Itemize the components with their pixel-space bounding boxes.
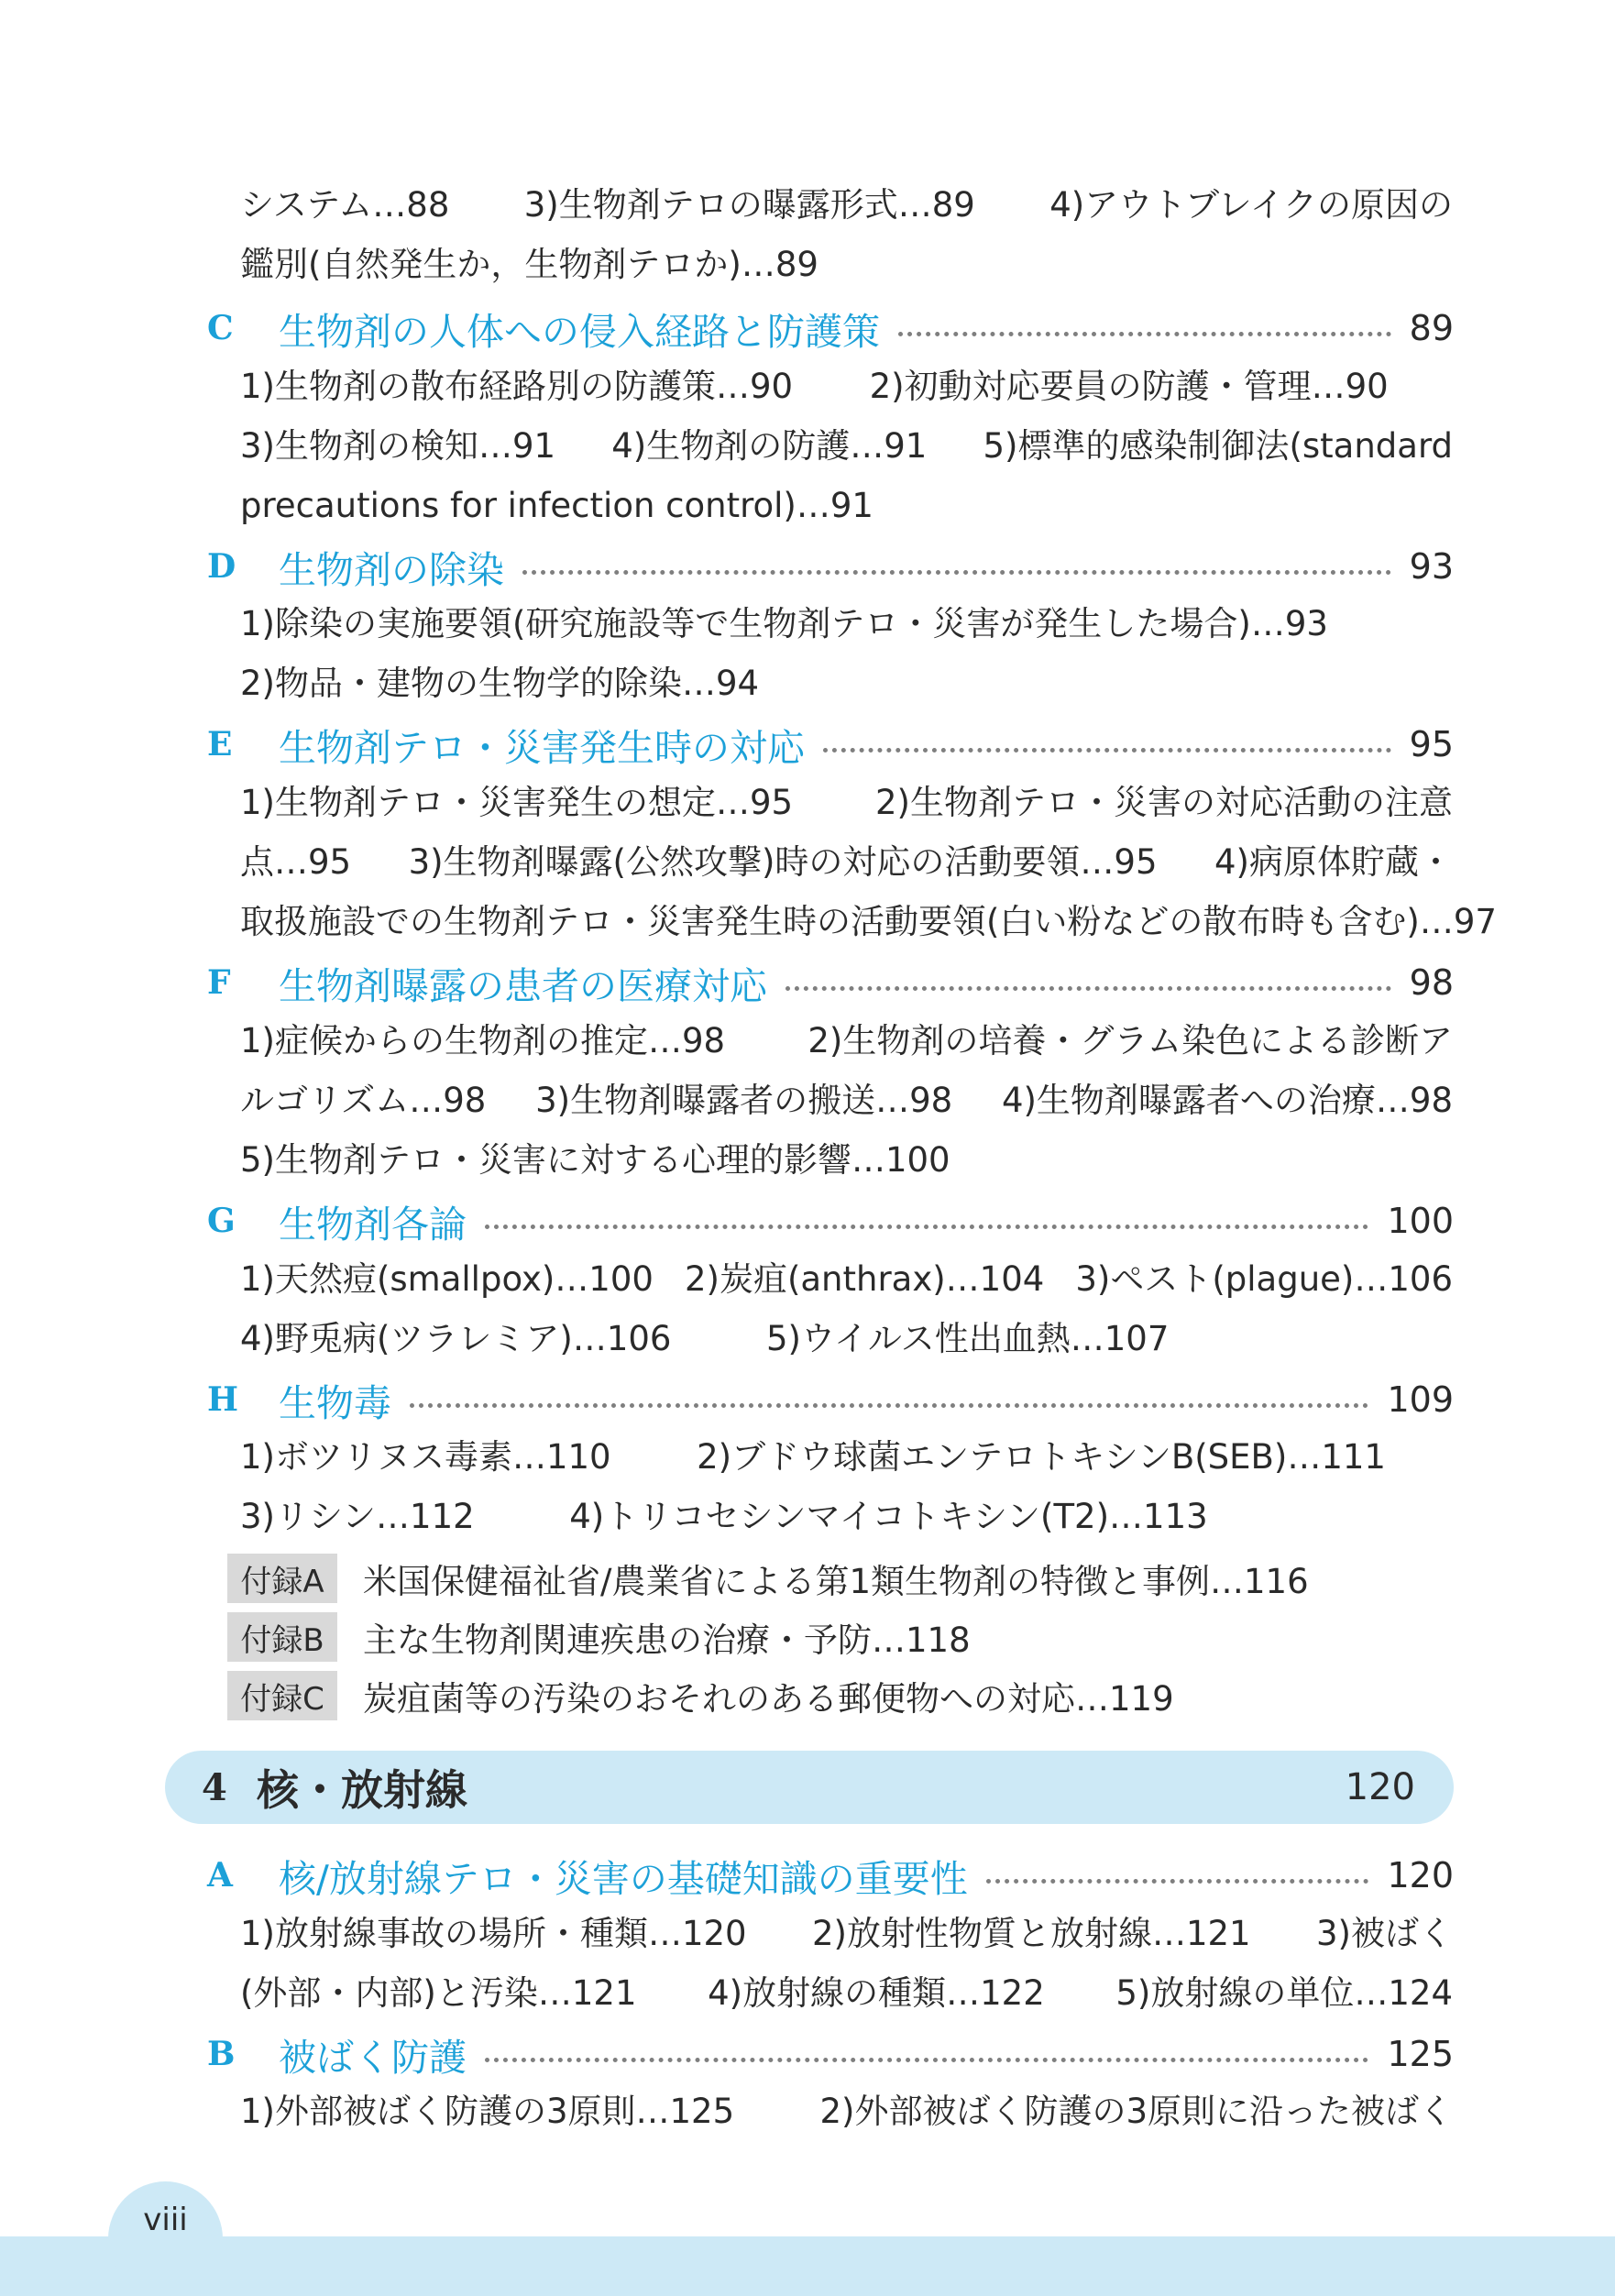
toc-line <box>240 840 1453 884</box>
page-number: viii <box>143 2202 188 2238</box>
toc-entry: 4)病原体貯蔵・ <box>1214 842 1453 882</box>
toc-entry: 1)除染の実施要領(研究施設等で生物剤テロ・災害が発生した場合)…93 <box>240 604 1328 643</box>
toc-entry: 取扱施設での生物剤テロ・災害発生時の活動要領(白い粉などの散布時も含む)…97 <box>240 902 1497 941</box>
toc-line <box>240 1912 1453 1956</box>
toc-entry: 5)ウイルス性出血熱…107 <box>766 1319 1170 1358</box>
section-letter: D <box>207 547 236 586</box>
section-title: 生物剤曝露の患者の医療対応 <box>279 963 767 1008</box>
toc-entry: (外部・内部)と汚染…121 <box>240 1973 637 2013</box>
section-page: 125 <box>1387 2034 1454 2074</box>
page-number-badge <box>108 2181 223 2296</box>
toc-line <box>240 484 1453 528</box>
toc-entry: 4)生物剤曝露者への治療…98 <box>1001 1081 1453 1120</box>
section-page: 95 <box>1409 724 1454 764</box>
toc-line <box>240 365 1453 409</box>
toc-entry: 5)標準的感染制御法(standard <box>983 426 1453 466</box>
section-title: 生物毒 <box>279 1380 391 1425</box>
section-heading-c[interactable] <box>207 302 1454 354</box>
toc-line <box>240 1435 1453 1479</box>
toc-line <box>240 602 1453 646</box>
leader-dots <box>485 2058 1368 2062</box>
toc-entry: 1)ボツリヌス毒素…110 <box>240 1437 611 1477</box>
appendix-tag: 付録A <box>227 1554 337 1603</box>
section-page: 109 <box>1387 1379 1454 1420</box>
section-letter: A <box>207 1856 233 1895</box>
toc-line <box>240 1972 1453 2016</box>
toc-entry: 3)リシン…112 <box>240 1497 475 1536</box>
toc-entry: 2)物品・建物の生物学的除染…94 <box>240 664 760 703</box>
toc-entry: 4)トリコセシンマイコトキシン(T2)…113 <box>569 1497 1208 1536</box>
toc-entry: 2)生物剤の培養・グラム染色による診断ア <box>808 1021 1453 1060</box>
chapter-page: 120 <box>1345 1766 1415 1808</box>
section-page: 100 <box>1387 1201 1454 1241</box>
chapter-title: 核・放射線 <box>257 1765 467 1815</box>
toc-entry: 4)放射線の種類…122 <box>708 1973 1045 2013</box>
section-letter: H <box>207 1380 239 1419</box>
toc-entry: 3)生物剤曝露者の搬送…98 <box>535 1081 953 1120</box>
toc-entry: 1)症候からの生物剤の推定…98 <box>240 1021 726 1060</box>
toc-entry: 3)被ばく <box>1316 1914 1453 1953</box>
section-title: 生物剤テロ・災害発生時の対応 <box>279 725 805 770</box>
leader-dots <box>986 1879 1369 1884</box>
section-heading-f[interactable] <box>207 957 1454 1008</box>
section-page: 98 <box>1409 962 1454 1003</box>
leader-dots <box>823 748 1391 753</box>
toc-entry: 1)天然痘(smallpox)…100 <box>240 1259 654 1299</box>
section-letter: G <box>207 1202 236 1240</box>
toc-entry: 3)生物剤の検知…91 <box>240 426 556 466</box>
section-letter: F <box>207 963 231 1002</box>
leader-dots <box>786 986 1391 991</box>
leader-dots <box>898 332 1391 336</box>
toc-entry: 2)初動対応要員の防護・管理…90 <box>869 367 1389 406</box>
section-title: 核/放射線テロ・災害の基礎知識の重要性 <box>279 1856 968 1901</box>
section-heading-d[interactable] <box>207 541 1454 592</box>
toc-entry: 2)生物剤テロ・災害の対応活動の注意 <box>875 783 1453 822</box>
toc-entry: 点…95 <box>240 842 352 882</box>
toc-line <box>240 243 1453 287</box>
section-heading-h[interactable] <box>207 1374 1454 1425</box>
toc-entry: 2)ブドウ球菌エンテロトキシンB(SEB)…111 <box>697 1437 1386 1477</box>
toc-entry: 4)野兎病(ツラレミア)…106 <box>240 1319 672 1358</box>
toc-entry: 5)放射線の単位…124 <box>1115 1973 1453 2013</box>
section-heading-e[interactable] <box>207 719 1454 770</box>
appendix-c[interactable] <box>227 1670 1174 1721</box>
section-title: 生物剤各論 <box>279 1202 467 1247</box>
toc-line <box>240 900 1497 944</box>
section-title: 生物剤の除染 <box>279 547 504 592</box>
toc-entry: システム…88 <box>240 185 450 225</box>
appendix-b[interactable] <box>227 1611 971 1663</box>
appendix-tag: 付録C <box>227 1671 337 1720</box>
toc-entry: 1)生物剤テロ・災害発生の想定…95 <box>240 783 794 822</box>
toc-line <box>240 662 1453 706</box>
section-title: 生物剤の人体への侵入経路と防護策 <box>279 309 880 354</box>
appendix-text: 炭疽菌等の汚染のおそれのある郵便物への対応…119 <box>363 1679 1174 1719</box>
leader-dots <box>522 570 1391 575</box>
toc-entry: 2)放射性物質と放射線…121 <box>812 1914 1251 1953</box>
section-letter: E <box>207 725 233 764</box>
toc-entry: 3)ペスト(plague)…106 <box>1075 1259 1453 1299</box>
section-page: 89 <box>1409 308 1454 348</box>
toc-line <box>240 2090 1453 2134</box>
appendix-text: 主な生物剤関連疾患の治療・予防…118 <box>363 1620 971 1660</box>
toc-line <box>240 1317 1453 1361</box>
footer-band <box>0 2236 1615 2296</box>
leader-dots <box>485 1225 1368 1229</box>
section-letter: B <box>207 2035 236 2073</box>
toc-entry: 3)生物剤曝露(公然攻撃)時の対応の活動要領…95 <box>408 842 1158 882</box>
toc-entry: 2)外部被ばく防護の3原則に沿った被ばく <box>819 2092 1453 2131</box>
section-heading-a[interactable] <box>207 1850 1454 1901</box>
section-letter: C <box>207 309 234 347</box>
section-heading-g[interactable] <box>207 1195 1454 1247</box>
leader-dots <box>410 1403 1368 1408</box>
toc-line <box>240 1079 1453 1123</box>
toc-line <box>240 1258 1453 1302</box>
appendix-tag: 付録B <box>227 1612 337 1662</box>
toc-entry: 1)外部被ばく防護の3原則…125 <box>240 2092 735 2131</box>
toc-line <box>240 424 1453 468</box>
toc-entry: ルゴリズム…98 <box>240 1081 487 1120</box>
appendix-text: 米国保健福祉省/農業省による第1類生物剤の特徴と事例…116 <box>363 1562 1309 1601</box>
toc-entry: 鑑別(自然発生か，生物剤テロか)…89 <box>240 245 818 284</box>
section-page: 93 <box>1409 546 1454 587</box>
toc-line <box>240 1495 1453 1539</box>
toc-entry: precautions for infection control)…91 <box>240 486 873 525</box>
toc-entry: 1)生物剤の散布経路別の防護策…90 <box>240 367 794 406</box>
chapter-heading[interactable] <box>165 1751 1454 1824</box>
section-title: 被ばく防護 <box>279 2035 467 2080</box>
toc-entry: 3)生物剤テロの曝露形式…89 <box>523 185 975 225</box>
section-page: 120 <box>1387 1855 1454 1895</box>
toc-line <box>240 1019 1453 1063</box>
toc-entry: 1)放射線事故の場所・種類…120 <box>240 1914 747 1953</box>
toc-line <box>240 183 1453 227</box>
toc-entry: 4)アウトブレイクの原因の <box>1049 185 1453 225</box>
section-heading-b[interactable] <box>207 2028 1454 2080</box>
toc-entry: 2)炭疽(anthrax)…104 <box>684 1259 1045 1299</box>
toc-line <box>240 1138 1453 1182</box>
chapter-number: 4 <box>202 1765 227 1809</box>
toc-line <box>240 781 1453 825</box>
appendix-a[interactable] <box>227 1553 1309 1604</box>
toc-entry: 4)生物剤の防護…91 <box>611 426 928 466</box>
toc-entry: 5)生物剤テロ・災害に対する心理的影響…100 <box>240 1140 950 1180</box>
